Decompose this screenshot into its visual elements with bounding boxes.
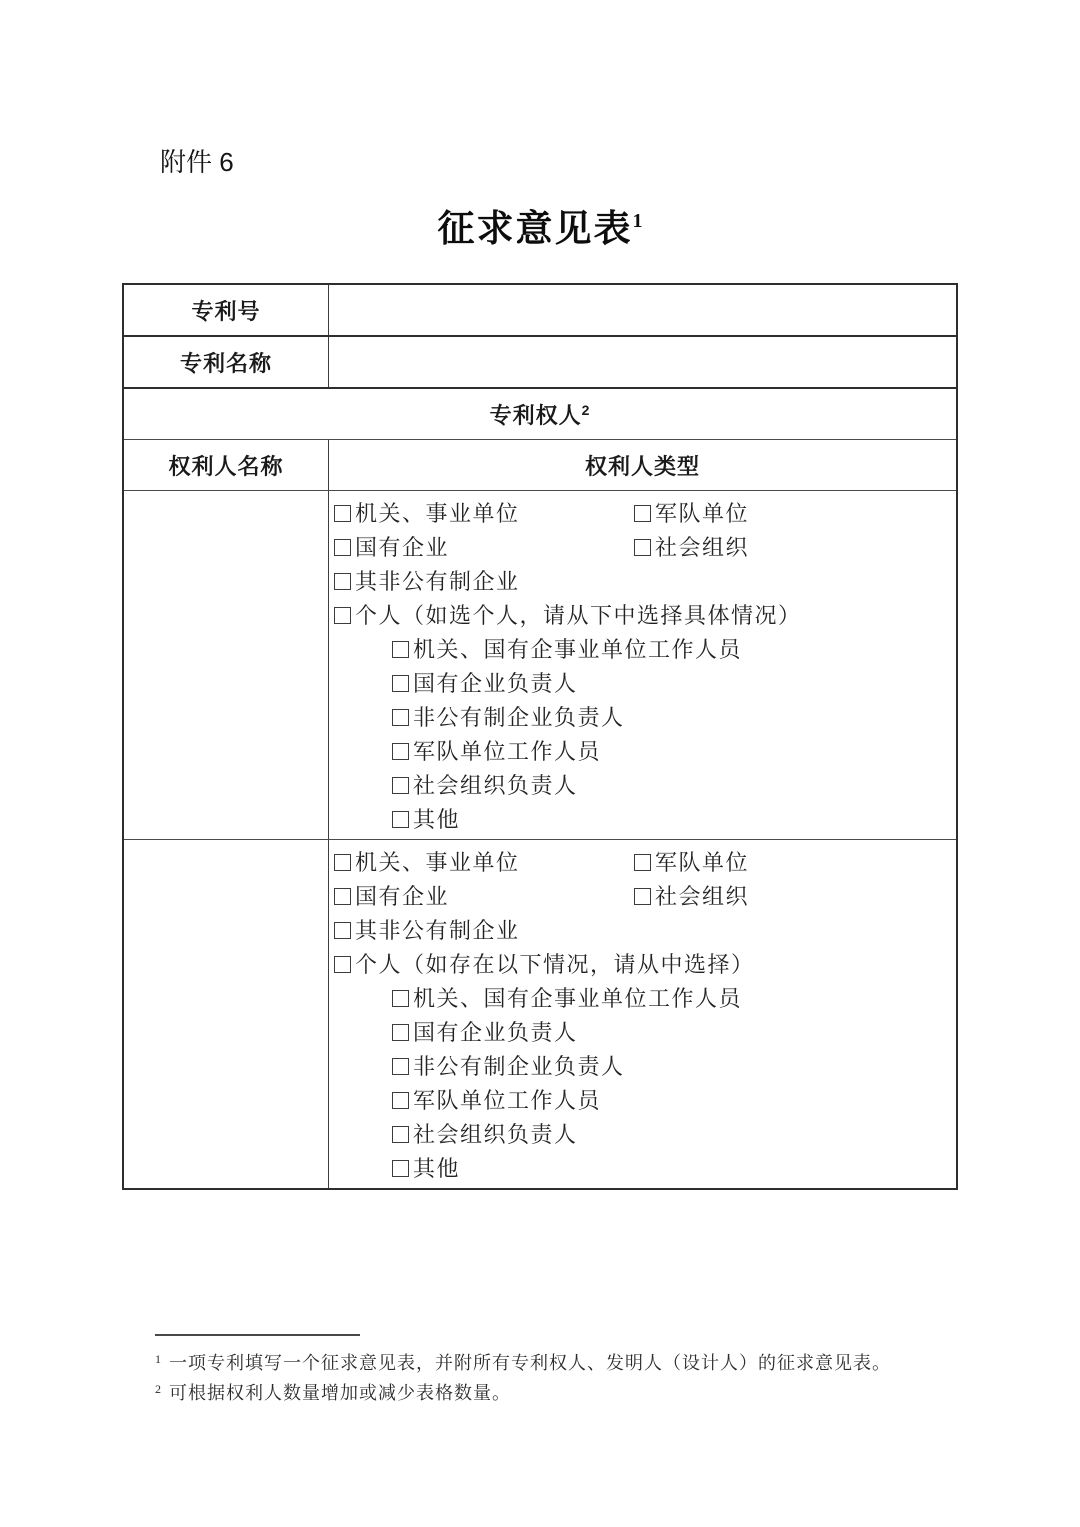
- checkbox-label: 其非公有制企业: [355, 569, 520, 594]
- checkbox-icon[interactable]: [634, 539, 651, 556]
- checkbox-label: 国有企业负责人: [413, 671, 578, 696]
- checkbox-label: 军队单位工作人员: [413, 1088, 602, 1113]
- checkbox-label: 个人（如选个人，请从下中选择具体情况）: [355, 603, 802, 628]
- checkbox-label: 国有企业: [355, 884, 450, 909]
- checkbox-label: 机关、事业单位: [355, 501, 520, 526]
- page-title: [0, 198, 1080, 252]
- checkbox-option: [334, 982, 952, 1016]
- checkbox-option: [334, 803, 952, 837]
- checkbox-icon[interactable]: [334, 888, 351, 905]
- footnote-divider: [155, 1334, 360, 1336]
- checkbox-label: 国有企业: [355, 535, 450, 560]
- checkbox-icon[interactable]: [334, 505, 351, 522]
- footnote-text: 可根据权利人数量增加或减少表格数量。: [169, 1383, 511, 1403]
- checkbox-label: 个人（如存在以下情况，请从中选择）: [355, 952, 755, 977]
- footnote-marker: 1: [155, 1352, 162, 1366]
- patentee-header-text: 专利权人: [489, 402, 582, 428]
- checkbox-label: 其非公有制企业: [355, 918, 520, 943]
- patent-number-row: [124, 285, 956, 337]
- patent-name-label: 专利名称: [124, 337, 329, 387]
- checkbox-icon[interactable]: [634, 888, 651, 905]
- patentee-footnote-marker: 2: [581, 401, 591, 418]
- checkbox-option: [634, 531, 749, 565]
- holder-name-header: 权利人名称: [124, 440, 329, 490]
- checkbox-icon[interactable]: [334, 539, 351, 556]
- checkbox-icon[interactable]: [392, 675, 409, 692]
- page-title-text: 征求意见表: [437, 209, 633, 250]
- checkbox-label: 军队单位: [655, 850, 750, 875]
- checkbox-icon[interactable]: [392, 990, 409, 1007]
- checkbox-icon[interactable]: [334, 573, 351, 590]
- checkbox-option: [634, 497, 749, 531]
- checkbox-icon[interactable]: [634, 505, 651, 522]
- holder-name-input-cell[interactable]: [124, 840, 329, 1188]
- checkbox-label: 军队单位工作人员: [413, 739, 602, 764]
- checkbox-icon[interactable]: [392, 641, 409, 658]
- checkbox-icon[interactable]: [392, 1160, 409, 1177]
- checkbox-option: [334, 667, 952, 701]
- checkbox-option: [334, 1016, 952, 1050]
- checkbox-label: 社会组织负责人: [413, 1122, 578, 1147]
- checkbox-label: 非公有制企业负责人: [413, 705, 625, 730]
- checkbox-icon[interactable]: [334, 956, 351, 973]
- checkbox-option: [334, 701, 952, 735]
- checkbox-label: 社会组织负责人: [413, 773, 578, 798]
- holder-name-input-cell[interactable]: [124, 491, 329, 839]
- footnote-text: 一项专利填写一个征求意见表，并附所有专利权人、发明人（设计人）的征求意见表。: [169, 1353, 891, 1373]
- checkbox-label: 机关、国有企事业单位工作人员: [413, 637, 743, 662]
- checkbox-option: [334, 769, 952, 803]
- checkbox-option: [334, 497, 952, 531]
- checkbox-option: [634, 846, 749, 880]
- checkbox-option: [334, 914, 952, 948]
- checkbox-icon[interactable]: [392, 1126, 409, 1143]
- checkbox-label: 机关、国有企事业单位工作人员: [413, 986, 743, 1011]
- holder-type-options: [329, 491, 956, 839]
- patent-name-row: [124, 337, 956, 389]
- checkbox-option: [334, 846, 952, 880]
- checkbox-label: 非公有制企业负责人: [413, 1054, 625, 1079]
- checkbox-icon[interactable]: [634, 854, 651, 871]
- attachment-label: 附件 6: [160, 147, 234, 177]
- checkbox-icon[interactable]: [334, 607, 351, 624]
- checkbox-icon[interactable]: [392, 709, 409, 726]
- checkbox-label: 其他: [413, 807, 461, 832]
- checkbox-option: [334, 1152, 952, 1186]
- checkbox-icon[interactable]: [392, 1024, 409, 1041]
- footnote-1: [155, 1346, 965, 1376]
- patent-number-label: 专利号: [124, 285, 329, 335]
- checkbox-label: 国有企业负责人: [413, 1020, 578, 1045]
- patent-name-input-cell[interactable]: [329, 337, 956, 387]
- checkbox-option: [334, 948, 952, 982]
- checkbox-option: [334, 599, 952, 633]
- column-headers-row: [124, 440, 956, 491]
- checkbox-option: [334, 1118, 952, 1152]
- holder-type-options: [329, 840, 956, 1188]
- checkbox-option: [334, 1084, 952, 1118]
- checkbox-option: [334, 531, 952, 565]
- checkbox-option: [334, 565, 952, 599]
- checkbox-option: [334, 633, 952, 667]
- checkbox-icon[interactable]: [392, 1092, 409, 1109]
- holder-block-2: [124, 840, 956, 1188]
- holder-block-1: [124, 491, 956, 840]
- checkbox-option: [334, 1050, 952, 1084]
- checkbox-option: [334, 735, 952, 769]
- checkbox-label: 其他: [413, 1156, 461, 1181]
- patent-number-input-cell[interactable]: [329, 285, 956, 335]
- checkbox-label: 机关、事业单位: [355, 850, 520, 875]
- checkbox-option: [334, 880, 952, 914]
- title-footnote-marker: 1: [632, 210, 643, 232]
- patentee-header: [124, 399, 956, 430]
- checkbox-label: 社会组织: [655, 884, 750, 909]
- checkbox-icon[interactable]: [392, 743, 409, 760]
- checkbox-label: 社会组织: [655, 535, 750, 560]
- form-table: [122, 283, 958, 1190]
- patentee-header-row: [124, 389, 956, 440]
- checkbox-icon[interactable]: [334, 922, 351, 939]
- checkbox-option: [634, 880, 749, 914]
- checkbox-icon[interactable]: [334, 854, 351, 871]
- checkbox-icon[interactable]: [392, 811, 409, 828]
- holder-type-header: 权利人类型: [584, 453, 700, 479]
- footnote-marker: 2: [155, 1382, 162, 1396]
- checkbox-icon[interactable]: [392, 777, 409, 794]
- checkbox-icon[interactable]: [392, 1058, 409, 1075]
- checkbox-label: 军队单位: [655, 501, 750, 526]
- footnote-2: [155, 1376, 965, 1406]
